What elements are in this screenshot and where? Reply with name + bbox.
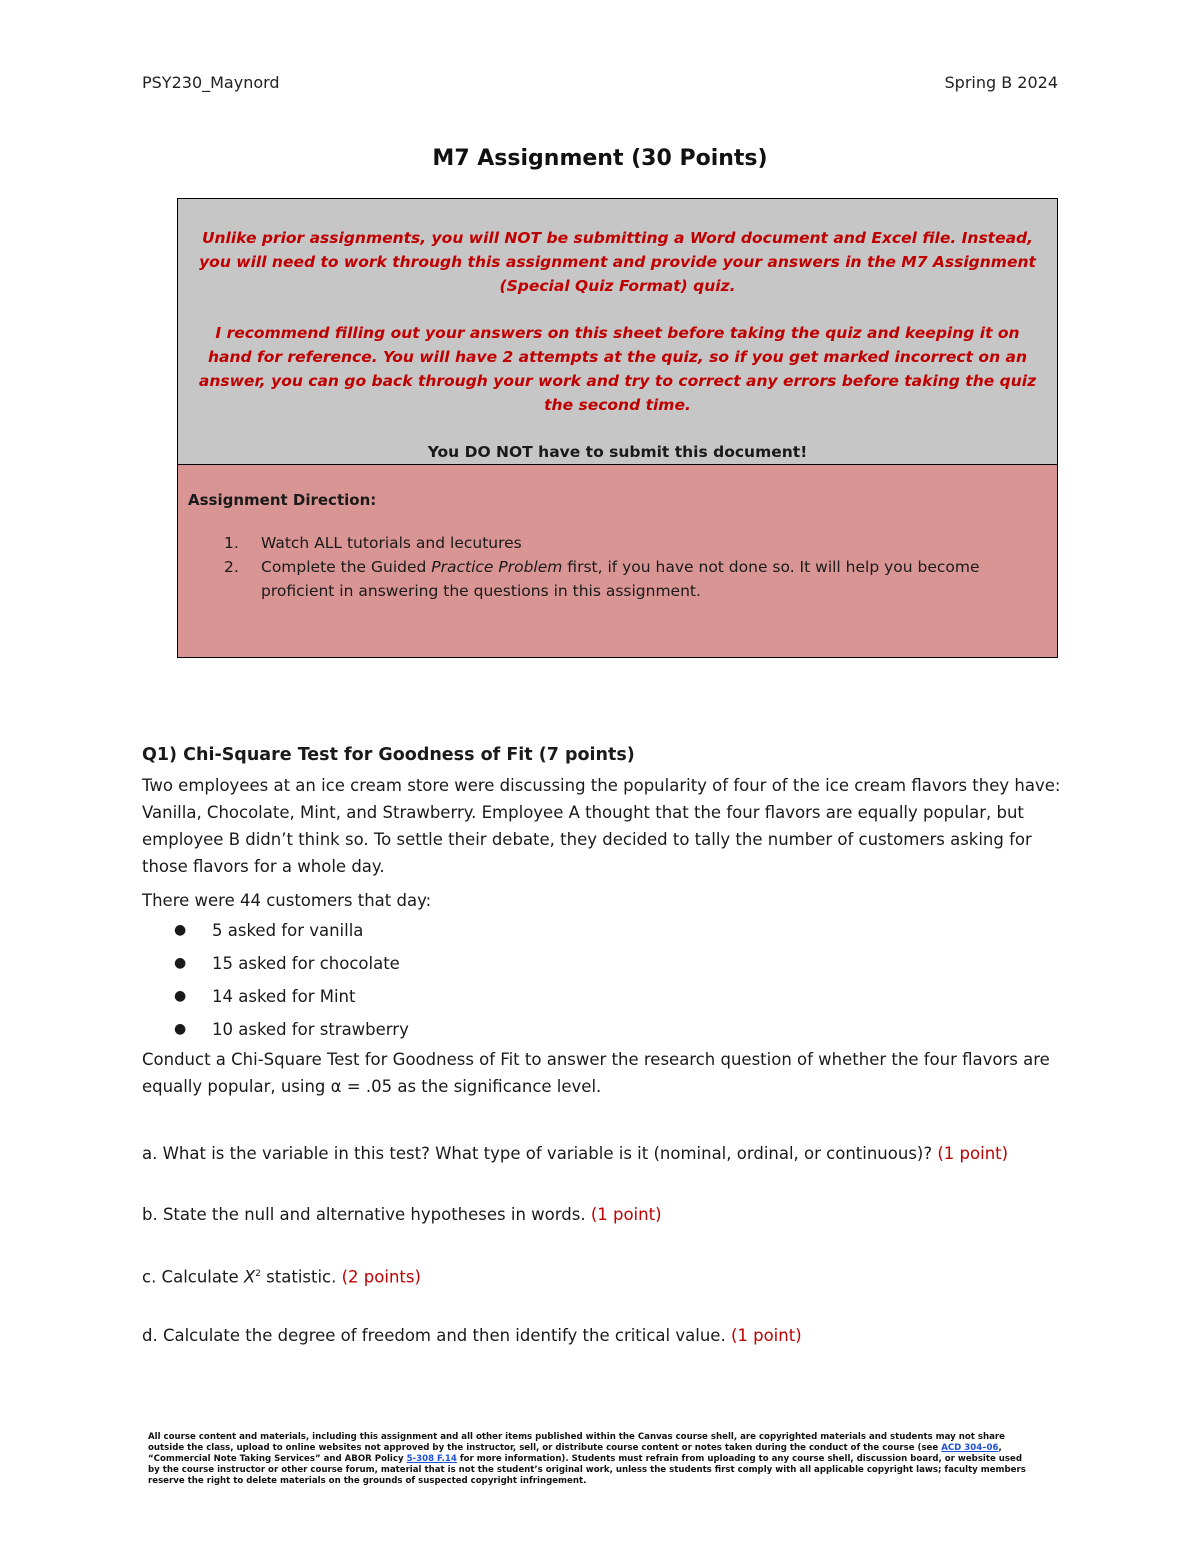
question-part-c: c. Calculate $X^2$ statistic. (2 points)	[142, 1267, 421, 1287]
directions-label: Assignment Direction:	[188, 491, 377, 509]
list-item: ● 10 asked for strawberry	[142, 1013, 1062, 1046]
direction-text: Complete the Guided Practice Problem first, if you have not done so. It will help you become proficient in answering the questions in this assignment.	[261, 558, 980, 600]
question-intro: Two employees at an ice cream store were discussing the popularity of four of the ice cream flavors they have: Vanilla, Chocolate, Mint, and Strawberry. Employee A thought that the four flavors are equally popular, but employee B didn’t think so. To settle their debate, they decided to tally the number of customers asking for those flavors for a whole day.	[142, 776, 1061, 876]
customer-count: There were 44 customers that day:	[142, 891, 432, 910]
question-title: Q1) Chi-Square Test for Goodness of Fit (7 points)	[142, 745, 635, 765]
practice-problem-emphasis: Practice Problem	[431, 558, 563, 576]
bullet-icon: ●	[174, 1021, 187, 1037]
header-term: Spring B 2024	[944, 73, 1058, 92]
direction-number: 2.	[224, 558, 239, 576]
direction-number: 1.	[224, 534, 239, 552]
page-title: M7 Assignment (30 Points)	[432, 146, 768, 171]
question-1	[142, 742, 1062, 1107]
acd-policy-link[interactable]: ACD 304–06	[941, 1443, 999, 1453]
list-item: ● 15 asked for chocolate	[142, 947, 1062, 980]
notice-recommendation: I recommend filling out your answers on this sheet before taking the quiz and keeping it on hand for reference. You will have 2 attempts at the quiz, so if you get marked incorrect on an answer, you can go back through your work and try to correct any errors before taking the quiz the second time.	[198, 324, 1037, 414]
abor-policy-link[interactable]: 5-308 F.14	[406, 1454, 457, 1464]
list-item: ● 14 asked for Mint	[142, 980, 1062, 1013]
question-part-b: b. State the null and alternative hypotheses in words. (1 point)	[142, 1205, 662, 1224]
points-label: (2 points)	[341, 1267, 421, 1287]
notice-no-submission: Unlike prior assignments, you will NOT be submitting a Word document and Excel file. Instead, you will need to work through this assignment and provide your answers in the M7 Assignment (Special Quiz Format) quiz.	[199, 229, 1036, 295]
conduct-instructions: Conduct a Chi-Square Test for Goodness of Fit to answer the research question of whether the four flavors are equally popular, using α = .05 as the significance level.	[142, 1050, 1050, 1096]
bullet-icon: ●	[174, 988, 187, 1004]
direction-item	[188, 555, 1047, 603]
instruction-box	[177, 198, 1058, 658]
points-label: (1 point)	[730, 1326, 802, 1345]
question-part-a: a. What is the variable in this test? What type of variable is it (nominal, ordinal, or continuous)? (1 point)	[142, 1144, 1009, 1163]
points-label: (1 point)	[590, 1205, 662, 1224]
directions-panel	[178, 465, 1057, 657]
list-item: ● 5 asked for vanilla	[142, 914, 1062, 947]
flavor-tally-list	[142, 914, 1062, 1046]
notice-do-not-submit: You DO NOT have to submit this document!	[427, 443, 808, 461]
notice-panel	[178, 199, 1057, 465]
points-label: (1 point)	[937, 1144, 1009, 1163]
directions-list	[188, 531, 1047, 603]
header-course: PSY230_Maynord	[142, 73, 280, 92]
copyright-footer: All course content and materials, including this assignment and all other items published within the Canvas course shell, are copyrighted materials and students may not share outside the class, upload to online websites not approved by the instructor, sell, or distribute course content or notes taken during the conduct of the course (see ACD 304–06, “Commercial Note Taking Services” and ABOR Policy 5-308 F.14 for more information). Students must refrain from uploading to any course shell, discussion board, or website used by the course instructor or other course forum, material that is not the student’s original work, unless the students first comply with all applicable copyright laws; faculty members reserve the right to delete materials on the grounds of suspected copyright infringement.	[148, 1432, 1026, 1486]
question-part-d: d. Calculate the degree of freedom and then identify the critical value. (1 point)	[142, 1326, 802, 1345]
bullet-icon: ●	[174, 955, 187, 971]
direction-text: Watch ALL tutorials and lecutures	[261, 534, 522, 552]
direction-item	[188, 531, 1047, 555]
bullet-icon: ●	[174, 922, 187, 938]
